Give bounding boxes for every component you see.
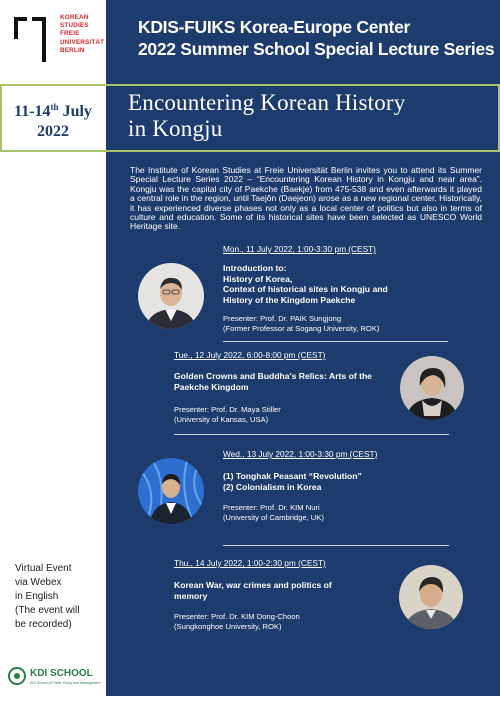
lecture-4-title: Korean War, war crimes and politics of memory [174, 580, 332, 601]
fu-logo [12, 14, 107, 69]
lecture-3-presenter: Presenter: Prof. Dr. KIM Nuri (University of Cambridge, UK) [223, 503, 324, 522]
lecture-1-presenter: Presenter: Prof. Dr. PAIK Sungjong (Former Professor at Sogang University, ROK) [223, 314, 380, 333]
intro-paragraph: The Institute of Korean Studies at Freie Universität Berlin invites you to attend its Summer Special Lecture Series 2022 – “Encountering Korean History in Kongju and near area”. Kongju was the capital city of Paekche (Baekje) from 475-538 and even afterwards it played a central role in the region, until Taejŏn (Daejeon) arose as a new regional center. Historically, it has experienced diverse phases not only as a local center of politics but also in terms of culture and education. Some of its historical sites have been selected as UNESCO World Heritage site. [130, 165, 482, 232]
main-title: Encountering Korean History in Kongju [128, 90, 406, 141]
lecture-3-date: Wed., 13 July 2022, 1:00-3:30 pm (CEST) [223, 449, 378, 459]
lecture-1-date: Mon., 11 July 2022, 1:00-3:30 pm (CEST) [223, 244, 376, 254]
lecture-2-divider [174, 434, 449, 435]
lecture-2-date: Tue., 12 July 2022, 6:00-8:00 pm (CEST) [174, 350, 326, 360]
lecture-3-title: (1) Tonghak Peasant “Revolution” (2) Colonialism in Korea [223, 471, 362, 492]
lecture-4-presenter: Presenter: Prof. Dr. KIM Dong-Choon (Sungkonghoe University, ROK) [174, 612, 300, 631]
presenter-1-photo [138, 263, 204, 329]
lecture-1-divider [223, 341, 448, 342]
presenter-4-photo [399, 565, 463, 629]
virtual-event-note: Virtual Event via Webex in English (The event will be recorded) [15, 563, 80, 630]
lecture-1-title: Introduction to: History of Korea, Context of historical sites in Kongju and History of the Kingdom Paekche [223, 263, 388, 305]
lecture-2-presenter: Presenter: Prof. Dr. Maya Stiller (University of Kansas, USA) [174, 405, 281, 424]
presenter-2-photo [400, 356, 464, 420]
fu-logo-icon [12, 14, 52, 66]
lecture-4-date: Thu., 14 July 2022, 1:00-2:30 pm (CEST) [174, 558, 326, 568]
event-date: 11-14th July 2022 [14, 102, 92, 140]
lecture-2-title: Golden Crowns and Buddha's Relics: Arts of the Paekche Kingdom [174, 371, 372, 392]
presenter-3-photo [138, 458, 204, 524]
kdi-logo-icon [8, 667, 26, 685]
fu-logo-text: KOREAN STUDIES FREIE UNIVERSITÄT BERLIN [60, 14, 105, 54]
lecture-3-divider [223, 545, 449, 546]
header-title: KDIS-FUIKS Korea-Europe Center 2022 Summer School Special Lecture Series [138, 17, 495, 59]
kdi-school-logo: KDI SCHOOL KDI School of Public Policy and Management [8, 665, 106, 689]
